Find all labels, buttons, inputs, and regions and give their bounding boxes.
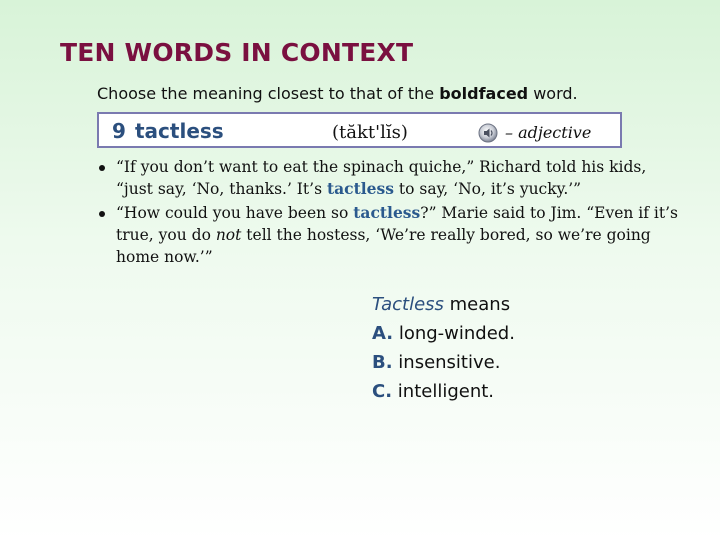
page-title: TEN WORDS IN CONTEXT	[60, 38, 414, 67]
example-2-middle: ?” Marie said to Jim. “Even if it’s true, you do	[116, 204, 678, 244]
question-block	[372, 290, 515, 406]
question-word: Tactless	[372, 294, 444, 315]
example-sentence-2	[96, 202, 686, 268]
option-a-text: long-winded.	[393, 323, 515, 344]
bullet-icon	[99, 165, 105, 171]
option-c-text: intelligent.	[392, 381, 495, 402]
question-stem	[372, 290, 515, 319]
example-sentence-1	[96, 156, 686, 200]
instruction-post: word.	[528, 84, 578, 103]
example-2-after: tell the hostess, ‘We’re really bored, so we’re going home now.’”	[116, 226, 651, 266]
speaker-icon[interactable]	[478, 123, 498, 143]
word-number: 9	[112, 119, 126, 143]
example-2-before: “How could you have been so	[116, 204, 354, 222]
instruction-text	[97, 84, 578, 103]
question-stem-text: means	[443, 294, 511, 315]
vocabulary-word: tactless	[135, 119, 224, 143]
part-of-speech: – adjective	[505, 123, 592, 142]
instruction-bold: boldfaced	[439, 84, 529, 103]
example-sentences	[96, 156, 686, 270]
bullet-icon	[99, 211, 105, 217]
option-c[interactable]	[372, 377, 515, 406]
option-b[interactable]	[372, 348, 515, 377]
instruction-pre: Choose the meaning closest to that of the	[97, 84, 440, 103]
example-1-after: to say, ‘No, it’s yucky.’”	[393, 180, 582, 198]
option-b-letter: B.	[372, 352, 393, 373]
pronunciation: (tăkt'lĭs)	[332, 122, 408, 143]
option-a[interactable]	[372, 319, 515, 348]
example-2-highlight: tactless	[353, 203, 421, 222]
example-1-before: “If you don’t want to eat the spinach quiche,” Richard told his kids, “just say, ‘No, thanks.’ It’s	[116, 158, 647, 198]
option-b-text: insensitive.	[392, 352, 501, 373]
option-a-letter: A.	[372, 323, 394, 344]
example-1-highlight: tactless	[326, 179, 394, 198]
option-c-letter: C.	[372, 381, 393, 402]
example-2-italic: not	[215, 226, 242, 244]
word-entry-box	[97, 112, 622, 148]
